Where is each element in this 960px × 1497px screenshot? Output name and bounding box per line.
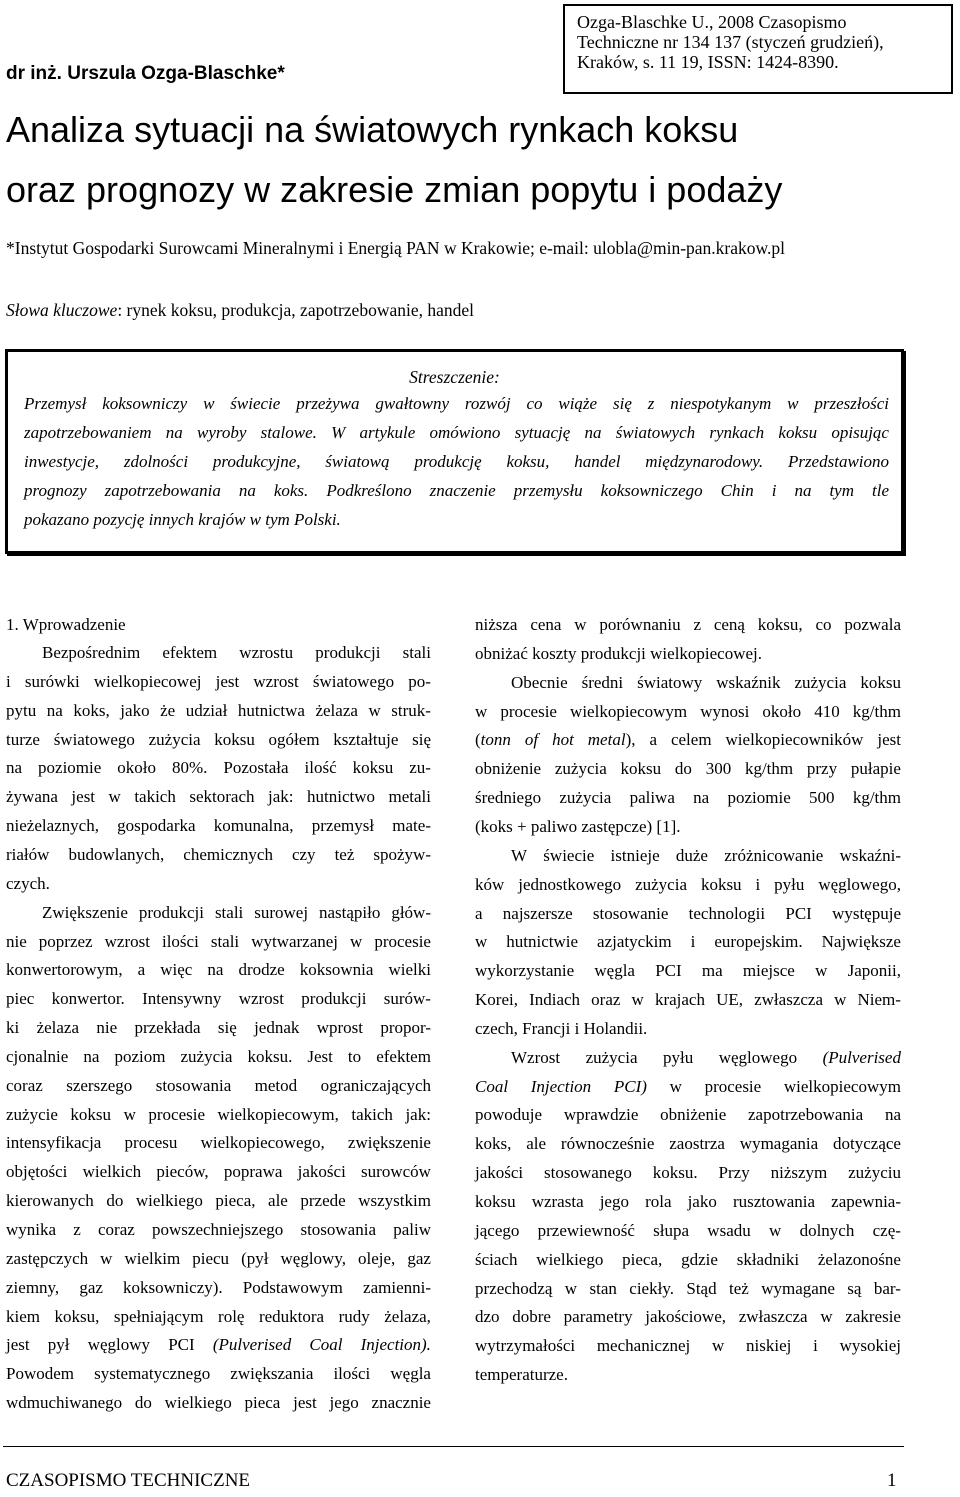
abstract-line: Przemysł koksowniczy w świecie przeżywa gwałtowny rozwój co wiąże się z niespotykanym w przeszłości — [24, 394, 889, 413]
body-text-line: wdmuchiwanego do wielkiego pieca jest jego znacznie — [6, 1393, 431, 1413]
title-line: oraz prognozy w zakresie zmian popytu i podaży — [6, 169, 783, 210]
body-text-line: na poziomie około 80%. Pozostała ilość koksu zu- — [6, 758, 431, 778]
body-text-line: konwertorowym, a więc na drodze koksownia wielki — [6, 960, 431, 980]
body-text-line: koks, ale równocześnie zaostrza wymagania dotyczące — [475, 1134, 901, 1154]
citation-line: Techniczne nr 134 137 (styczeń grudzień), — [577, 32, 884, 52]
body-text-line: żywana jest w takich sektorach jak: hutnictwo metali — [6, 787, 431, 807]
author-line: dr inż. Urszula Ozga-Blaschke* — [6, 63, 285, 84]
body-text-line: ków jednostkowego zużycia koksu i pyłu węglowego, — [475, 874, 901, 894]
body-text-line: Powodem systematycznego zwiększania ilości węgla — [6, 1364, 431, 1384]
keywords-label: Słowa kluczowe — [6, 300, 118, 320]
body-text-line: koksu wzrasta jego rola jako rusztowania zapewnia- — [475, 1192, 901, 1211]
page-number: 1 — [887, 1470, 897, 1491]
abstract-line: pokazano pozycję innych krajów w tym Polski. — [24, 510, 341, 529]
body-text-line: czych. — [6, 873, 50, 893]
keywords — [6, 300, 474, 321]
footer-rule — [3, 1446, 904, 1447]
body-text-line: ściach wielkiego pieca, gdzie składniki żelazonośne — [475, 1249, 901, 1269]
body-text-line: piec konwertor. Intensywny wzrost produkcji surów- — [6, 989, 431, 1009]
body-text-line: temperaturze. — [475, 1365, 568, 1385]
body-text-line: Wzrost zużycia pyłu węglowego (Pulverised — [511, 1047, 901, 1067]
body-text-line: Obecnie średni światowy wskaźnik zużycia koksu — [511, 672, 901, 692]
title-line: Analiza sytuacji na światowych rynkach koksu — [6, 109, 739, 150]
body-text-line: jakości stosowanego koksu. Przy niższym zużyciu — [475, 1163, 901, 1183]
body-text-line: wykorzystanie węgla PCI ma miejsce w Japonii, — [475, 961, 901, 981]
body-text-line: kierowanych do wielkiego pieca, ale przede wszystkim — [6, 1191, 431, 1211]
author-affiliation: *Instytut Gospodarki Surowcami Mineralnymi i Energią PAN w Krakowie; e-mail: ulobla@min-pan.krakow.pl — [6, 238, 786, 258]
article-title — [6, 100, 782, 220]
body-text-line: dzo dobre parametry jakościowe, zwłaszcza w zakresie — [475, 1307, 901, 1327]
body-text-line: Korei, Indiach oraz w krajach UE, zwłaszcza w Niem- — [475, 990, 901, 1010]
body-text-line: cjonalnie na poziom zużycia koksu. Jest to efektem — [6, 1046, 431, 1066]
body-text-line: a najszersze stosowanie technologii PCI występuje — [475, 903, 901, 923]
body-text-line: Zwiększenie produkcji stali surowej nastąpiło głów- — [42, 902, 431, 922]
body-text-line: w procesie wielkopiecowym wynosi około 410 kg/thm — [475, 701, 901, 721]
body-text-line: zastępczych w wielkim piecu (pył węglowy, oleje, gaz — [6, 1248, 431, 1268]
body-text-line: powoduje wprawdzie obniżenie zapotrzebowania na — [475, 1105, 901, 1125]
body-text-line: obniżać koszty produkcji wielkopiecowej. — [475, 643, 763, 663]
body-text-line: i surówki wielkopiecowej jest wzrost światowego po- — [6, 671, 431, 691]
body-text-line: ki żelaza nie przekłada się jednak wprost propor- — [6, 1018, 431, 1038]
citation-box — [563, 4, 953, 94]
body-text-line: jest pył węglowy PCI (Pulverised Coal Injection). — [6, 1335, 431, 1355]
footer-journal-name: CZASOPISMO TECHNICZNE — [6, 1470, 251, 1491]
body-text-line: nie poprzez wzrost ilości stali wytwarzanej w procesie — [6, 931, 431, 951]
keywords-text: : rynek koksu, produkcja, zapotrzebowanie, handel — [117, 300, 474, 320]
body-text-line: coraz szerszego stosowania metod ograniczających — [6, 1075, 431, 1095]
section-heading: 1. Wprowadzenie — [6, 615, 126, 634]
body-text-line: pytu na koks, jako że udział hutnictwa żelaza w struk- — [6, 700, 431, 720]
body-text-line: ziemny, gaz koksowniczy). Podstawowym zamienni- — [6, 1277, 431, 1297]
body-text-line: Bezpośrednim efektem wzrostu produkcji stali — [42, 643, 431, 662]
body-text-line: kiem koksu, spełniającym rolę reduktora rudy żelaza, — [6, 1306, 431, 1326]
citation-line: Kraków, s. 11 19, ISSN: 1424-8390. — [577, 52, 839, 72]
body-text-line: średniego zużycia paliwa na poziomie 500 kg/thm — [475, 788, 901, 808]
body-text-line: w hutnictwie azjatyckim i europejskim. Największe — [475, 932, 901, 952]
body-text-line: Coal Injection PCI) w procesie wielkopiecowym — [475, 1076, 901, 1096]
body-text-line: wytrzymałości mechanicznej w niskiej i wysokiej — [475, 1336, 901, 1356]
body-text-line: niższa cena w porównaniu z ceną koksu, co pozwala — [475, 615, 901, 634]
abstract-line: zapotrzebowaniem na wyroby stalowe. W artykule omówiono sytuację na światowych rynkach koksu opisując — [24, 423, 889, 442]
body-text-line: zużycie koksu w procesie wielkopiecowym, takich jak: — [6, 1104, 431, 1124]
body-text-line: obniżenie zużycia koksu do 300 kg/thm przy pułapie — [475, 759, 901, 779]
citation-line: Ozga-Blaschke U., 2008 Czasopismo — [577, 12, 847, 32]
abstract-box — [5, 349, 904, 554]
body-text-line: (tonn of hot metal), a celem wielkopiecowników jest — [475, 730, 901, 750]
body-text-line: nieżelaznych, gospodarka komunalna, przemysł mate- — [6, 816, 431, 836]
body-text-line: (koks + paliwo zastępcze) [1]. — [475, 816, 681, 836]
body-text-line: W świecie istnieje duże zróżnicowanie wskaźni- — [511, 845, 901, 865]
body-text-line: riałów budowlanych, chemicznych czy też spożyw- — [6, 844, 431, 864]
body-text-line: intensyfikacja procesu wielkopiecowego, zwiększenie — [6, 1133, 431, 1153]
body-text-line: jącego przewiewność słupa wsadu w dolnych czę- — [475, 1220, 901, 1240]
body-text-line: czech, Francji i Holandii. — [475, 1018, 648, 1038]
abstract-line: inwestycje, zdolności produkcyjne, światową produkcję koksu, handel międzynarodowy. Przedstawiono — [24, 452, 889, 471]
abstract-line: prognozy zapotrzebowania na koks. Podkreślono znaczenie przemysłu koksowniczego Chin i na tym tle — [24, 481, 889, 500]
body-text-line: turze światowego zużycia koksu ogółem kształtuje się — [6, 729, 431, 749]
body-text-line: przechodzą w stan ciekły. Stąd też wymagane są bar- — [475, 1278, 901, 1298]
body-text-line: wynika z coraz powszechniejszego stosowania paliw — [6, 1220, 431, 1239]
body-text-line: objętości wielkich pieców, poprawa jakości surowców — [6, 1162, 431, 1182]
abstract-heading: Streszczenie: — [409, 367, 500, 387]
